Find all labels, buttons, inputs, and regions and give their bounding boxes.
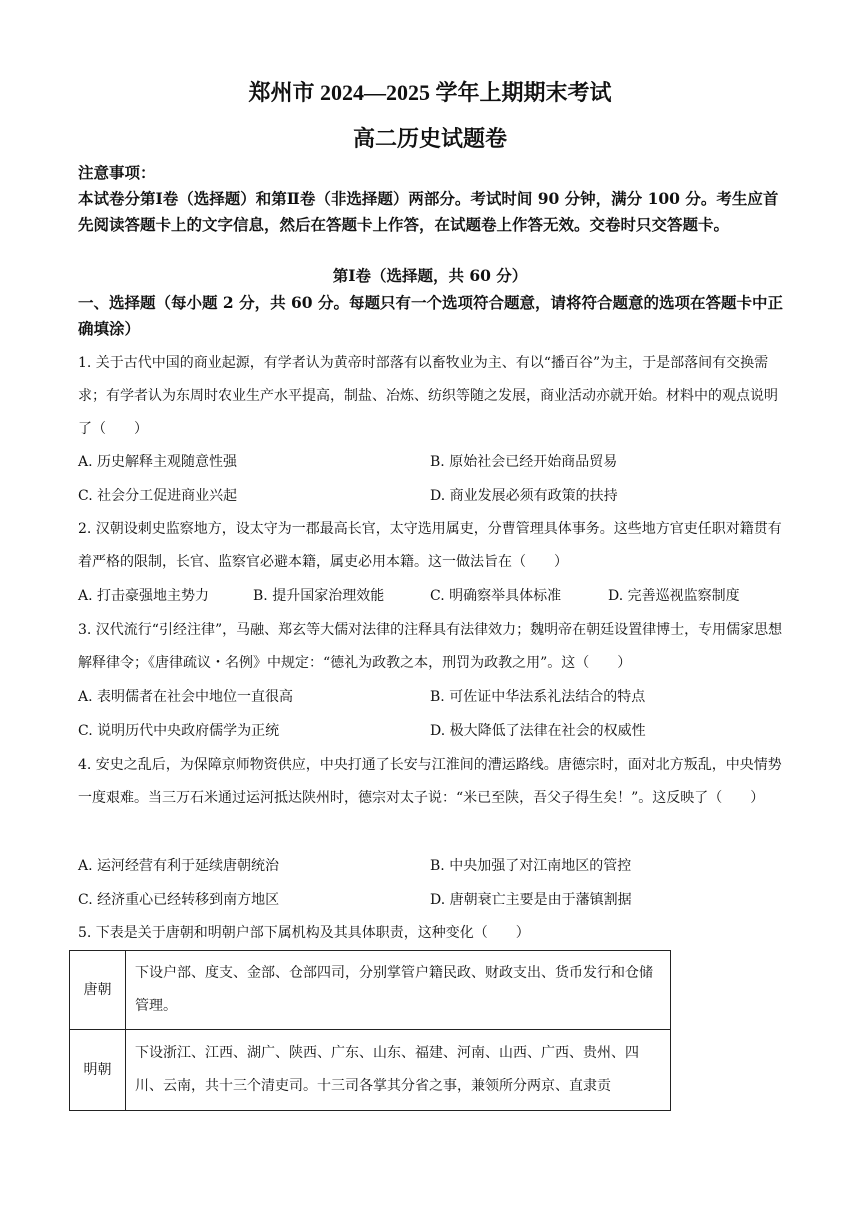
question-1-stem: 1. 关于古代中国的商业起源，有学者认为黄帝时部落有以畜牧业为主、有以“播百谷”为主，于是部落间有交换需求；有学者认为东周时农业生产水平提高，制盐、冶炼、纺织等随之发展，商业活动亦就开始。材料中的观点说明了（ ）: [78, 355, 778, 437]
option-c[interactable]: C. 说明历代中央政府儒学为正统: [78, 723, 280, 739]
comparison-table: [69, 950, 671, 1111]
question-2-stem: 2. 汉朝设刺史监察地方，设太守为一郡最高长官，太守选用属吏，分曹管理具体事务。这些地方官吏任职对籍贯有着严格的限制，长官、监察官必避本籍，属吏必用本籍。这一做法旨在（ ）: [78, 521, 782, 570]
question-5-stem: 5. 下表是关于唐朝和明朝户部下属机构及其具体职责，这种变化（ ）: [78, 925, 530, 941]
question-2-options: [78, 580, 790, 614]
table-row-header: 唐朝: [70, 951, 126, 1030]
table-cell: 下设浙江、江西、湖广、陕西、广东、山东、福建、河南、山西、广西、贵州、四川、云南，共十三个清吏司。十三司各掌其分省之事，兼领所分两京、直隶贡: [126, 1030, 671, 1111]
option-a[interactable]: A. 运河经营有利于延续唐朝统治: [78, 858, 280, 874]
page-subtitle: 高二历史试题卷: [352, 126, 507, 151]
option-b[interactable]: B. 原始社会已经开始商品贸易: [430, 454, 618, 470]
option-d[interactable]: D. 商业发展必须有政策的扶持: [430, 488, 618, 504]
option-d[interactable]: D. 唐朝衰亡主要是由于藩镇割据: [430, 892, 632, 908]
section-instructions: 一、选择题（每小题 2 分，共 60 分。每题只有一个选项符合题意，请将符合题意的选项在答题卡中正确填涂）: [78, 293, 783, 338]
option-d[interactable]: D. 极大降低了法律在社会的权威性: [430, 723, 646, 739]
part-title: 第Ⅰ卷（选择题，共 60 分）: [332, 266, 528, 285]
question-3-options: [78, 681, 790, 749]
option-a[interactable]: A. 历史解释主观随意性强: [78, 454, 238, 470]
question-4-options: [78, 850, 790, 918]
option-c[interactable]: C. 社会分工促进商业兴起: [78, 488, 238, 504]
option-b[interactable]: B. 中央加强了对江南地区的管控: [430, 858, 632, 874]
page-title: 郑州市 2024—2025 学年上期期末考试: [248, 80, 612, 105]
option-b[interactable]: B. 可佐证中华法系礼法结合的特点: [430, 689, 646, 705]
option-c[interactable]: C. 明确察举具体标准: [430, 588, 562, 604]
option-a[interactable]: A. 打击豪强地主势力: [78, 588, 210, 604]
table-row: [70, 951, 671, 1030]
option-d[interactable]: D. 完善巡视监察制度: [608, 588, 740, 604]
question-1-options: [78, 446, 790, 514]
question-4-stem: 4. 安史之乱后，为保障京师物资供应，中央打通了长安与江淮间的漕运路线。唐德宗时，面对北方叛乱，中央情势一度艰难。当三万石米通过运河抵达陕州时，德宗对太子说：“米已至陕，吾父子得生矣！”。这反映了（ ）: [78, 757, 782, 806]
table-cell: 下设户部、度支、金部、仓部四司，分别掌管户籍民政、财政支出、货币发行和仓储管理。: [126, 951, 671, 1030]
question-3-stem: 3. 汉代流行“引经注律”，马融、郑玄等大儒对法律的注释具有法律效力；魏明帝在朝廷设置律博士，专用儒家思想解释律令；《唐律疏议・名例》中规定：“德礼为政教之本，刑罚为政教之用”。这（ ）: [78, 622, 783, 671]
table-row-header: 明朝: [70, 1030, 126, 1111]
table-row: [70, 1030, 671, 1111]
notice-text: 本试卷分第Ⅰ卷（选择题）和第Ⅱ卷（非选择题）两部分。考试时间 90 分钟，满分 100 分。考生应首先阅读答题卡上的文字信息，然后在答题卡上作答，在试题卷上作答无效。交卷时只交答题卡。: [78, 189, 779, 234]
option-a[interactable]: A. 表明儒者在社会中地位一直很高: [78, 689, 294, 705]
option-c[interactable]: C. 经济重心已经转移到南方地区: [78, 892, 280, 908]
notice-heading: 注意事项：: [78, 163, 156, 182]
option-b[interactable]: B. 提升国家治理效能: [253, 588, 385, 604]
